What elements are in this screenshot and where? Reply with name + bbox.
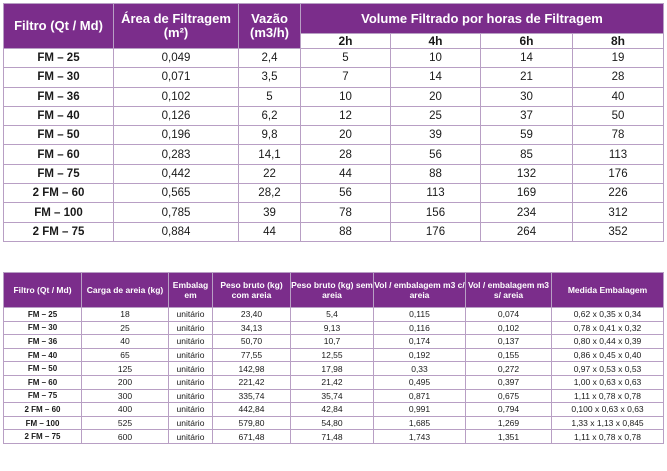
cell-vol-sem: 0,272 <box>466 362 552 376</box>
cell-vol-com: 0,116 <box>374 321 466 335</box>
cell-emb: unitário <box>169 348 213 362</box>
cell-peso-sem: 35,74 <box>291 389 374 403</box>
cell-vazao: 14,1 <box>239 145 301 164</box>
cell-h6: 59 <box>481 126 573 145</box>
cell-vazao: 22 <box>239 164 301 183</box>
cell-filtro: FM – 40 <box>4 106 114 125</box>
table-row <box>4 222 664 241</box>
cell-h8: 176 <box>573 164 664 183</box>
cell-vol-com: 0,192 <box>374 348 466 362</box>
cell-vol-sem: 0,794 <box>466 403 552 417</box>
packaging-table <box>3 272 664 444</box>
cell-h6: 30 <box>481 87 573 106</box>
cell-vol-com: 1,743 <box>374 430 466 444</box>
cell-filtro: FM – 25 <box>4 49 114 68</box>
cell-h6: 234 <box>481 203 573 222</box>
cell-vazao: 44 <box>239 222 301 241</box>
cell-filtro: FM – 100 <box>4 203 114 222</box>
cell-filtro: FM – 100 <box>4 416 82 430</box>
cell-h8: 40 <box>573 87 664 106</box>
cell-h2: 28 <box>301 145 391 164</box>
table-row <box>4 126 664 145</box>
cell-filtro: FM – 60 <box>4 145 114 164</box>
cell-area: 0,049 <box>114 49 239 68</box>
header-embalagem: Embalag em <box>169 273 213 308</box>
cell-emb: unitário <box>169 362 213 376</box>
cell-vol-sem: 1,351 <box>466 430 552 444</box>
table-row <box>4 321 664 335</box>
cell-emb: unitário <box>169 403 213 417</box>
cell-h2: 12 <box>301 106 391 125</box>
cell-carga: 18 <box>82 308 169 322</box>
cell-filtro: 2 FM – 75 <box>4 430 82 444</box>
cell-peso-sem: 9,13 <box>291 321 374 335</box>
table-row <box>4 362 664 376</box>
cell-filtro: 2 FM – 75 <box>4 222 114 241</box>
header-hour: 8h <box>573 34 664 49</box>
header-peso-com: Peso bruto (kg) com areia <box>213 273 291 308</box>
table-row <box>4 348 664 362</box>
table-row <box>4 416 664 430</box>
cell-emb: unitário <box>169 375 213 389</box>
cell-carga: 600 <box>82 430 169 444</box>
cell-h4: 14 <box>391 68 481 87</box>
table-row <box>4 106 664 125</box>
cell-peso-sem: 17,98 <box>291 362 374 376</box>
cell-h8: 28 <box>573 68 664 87</box>
cell-carga: 400 <box>82 403 169 417</box>
cell-vol-sem: 0,137 <box>466 335 552 349</box>
cell-h2: 44 <box>301 164 391 183</box>
cell-vol-com: 0,871 <box>374 389 466 403</box>
cell-medida: 1,33 x 1,13 x 0,845 <box>552 416 664 430</box>
cell-h4: 88 <box>391 164 481 183</box>
cell-peso-com: 142,98 <box>213 362 291 376</box>
cell-peso-sem: 10,7 <box>291 335 374 349</box>
table-row <box>4 308 664 322</box>
cell-filtro: 2 FM – 60 <box>4 184 114 203</box>
table-row <box>4 184 664 203</box>
table-row <box>4 389 664 403</box>
cell-carga: 65 <box>82 348 169 362</box>
cell-filtro: FM – 36 <box>4 335 82 349</box>
cell-peso-com: 50,70 <box>213 335 291 349</box>
header-peso-sem: Peso bruto (kg) sem areia <box>291 273 374 308</box>
header-hour: 2h <box>301 34 391 49</box>
cell-area: 0,071 <box>114 68 239 87</box>
cell-vazao: 3,5 <box>239 68 301 87</box>
cell-medida: 1,00 x 0,63 x 0,63 <box>552 375 664 389</box>
cell-vol-com: 0,174 <box>374 335 466 349</box>
cell-peso-sem: 71,48 <box>291 430 374 444</box>
cell-area: 0,442 <box>114 164 239 183</box>
cell-peso-sem: 42,84 <box>291 403 374 417</box>
cell-vol-com: 0,495 <box>374 375 466 389</box>
filtration-volume-table <box>3 3 664 242</box>
cell-peso-com: 34,13 <box>213 321 291 335</box>
cell-vazao: 5 <box>239 87 301 106</box>
cell-h4: 156 <box>391 203 481 222</box>
cell-filtro: FM – 30 <box>4 68 114 87</box>
cell-vol-sem: 0,155 <box>466 348 552 362</box>
cell-h4: 176 <box>391 222 481 241</box>
table-row <box>4 49 664 68</box>
header-vol-com: Vol / embalagem m3 c/ areia <box>374 273 466 308</box>
cell-filtro: 2 FM – 60 <box>4 403 82 417</box>
cell-peso-com: 221,42 <box>213 375 291 389</box>
cell-vol-com: 0,33 <box>374 362 466 376</box>
cell-emb: unitário <box>169 335 213 349</box>
cell-h4: 39 <box>391 126 481 145</box>
cell-medida: 0,78 x 0,41 x 0,32 <box>552 321 664 335</box>
cell-carga: 300 <box>82 389 169 403</box>
header-vol-sem: Vol / embalagem m3 s/ areia <box>466 273 552 308</box>
cell-area: 0,196 <box>114 126 239 145</box>
cell-area: 0,565 <box>114 184 239 203</box>
cell-peso-com: 23,40 <box>213 308 291 322</box>
header-hour: 4h <box>391 34 481 49</box>
table-row <box>4 375 664 389</box>
cell-vol-sem: 0,074 <box>466 308 552 322</box>
cell-peso-com: 671,48 <box>213 430 291 444</box>
table-row <box>4 145 664 164</box>
cell-filtro: FM – 50 <box>4 362 82 376</box>
cell-h2: 10 <box>301 87 391 106</box>
cell-filtro: FM – 75 <box>4 164 114 183</box>
cell-h8: 113 <box>573 145 664 164</box>
table-row <box>4 164 664 183</box>
table-row <box>4 68 664 87</box>
cell-filtro: FM – 60 <box>4 375 82 389</box>
cell-peso-sem: 12,55 <box>291 348 374 362</box>
cell-emb: unitário <box>169 321 213 335</box>
cell-peso-com: 77,55 <box>213 348 291 362</box>
cell-carga: 40 <box>82 335 169 349</box>
cell-h2: 5 <box>301 49 391 68</box>
table-row <box>4 87 664 106</box>
cell-carga: 525 <box>82 416 169 430</box>
cell-vol-com: 0,115 <box>374 308 466 322</box>
cell-vol-sem: 0,675 <box>466 389 552 403</box>
cell-vol-sem: 0,102 <box>466 321 552 335</box>
cell-medida: 0,80 x 0,44 x 0,39 <box>552 335 664 349</box>
cell-peso-com: 579,80 <box>213 416 291 430</box>
cell-carga: 200 <box>82 375 169 389</box>
cell-h6: 169 <box>481 184 573 203</box>
cell-h8: 312 <box>573 203 664 222</box>
cell-filtro: FM – 30 <box>4 321 82 335</box>
cell-h2: 7 <box>301 68 391 87</box>
cell-medida: 0,97 x 0,53 x 0,53 <box>552 362 664 376</box>
cell-filtro: FM – 36 <box>4 87 114 106</box>
header-hour: 6h <box>481 34 573 49</box>
cell-emb: unitário <box>169 430 213 444</box>
cell-h6: 85 <box>481 145 573 164</box>
cell-emb: unitário <box>169 308 213 322</box>
cell-peso-sem: 5,4 <box>291 308 374 322</box>
cell-area: 0,785 <box>114 203 239 222</box>
cell-area: 0,102 <box>114 87 239 106</box>
cell-carga: 125 <box>82 362 169 376</box>
table-row <box>4 203 664 222</box>
cell-h2: 78 <box>301 203 391 222</box>
cell-peso-sem: 21,42 <box>291 375 374 389</box>
cell-vol-sem: 1,269 <box>466 416 552 430</box>
cell-h8: 352 <box>573 222 664 241</box>
cell-peso-sem: 54,80 <box>291 416 374 430</box>
header-vazao: Vazão (m3/h) <box>239 4 301 49</box>
cell-area: 0,283 <box>114 145 239 164</box>
table-row <box>4 430 664 444</box>
cell-h4: 10 <box>391 49 481 68</box>
cell-h2: 88 <box>301 222 391 241</box>
table-row <box>4 335 664 349</box>
header-volume: Volume Filtrado por horas de Filtragem <box>301 4 664 34</box>
cell-vol-sem: 0,397 <box>466 375 552 389</box>
cell-h2: 56 <box>301 184 391 203</box>
cell-h8: 50 <box>573 106 664 125</box>
cell-filtro: FM – 50 <box>4 126 114 145</box>
cell-emb: unitário <box>169 389 213 403</box>
cell-vol-com: 0,991 <box>374 403 466 417</box>
cell-carga: 25 <box>82 321 169 335</box>
cell-area: 0,126 <box>114 106 239 125</box>
cell-h6: 264 <box>481 222 573 241</box>
cell-h8: 226 <box>573 184 664 203</box>
cell-vol-com: 1,685 <box>374 416 466 430</box>
cell-filtro: FM – 40 <box>4 348 82 362</box>
cell-peso-com: 335,74 <box>213 389 291 403</box>
header-area: Área de Filtragem (m²) <box>114 4 239 49</box>
cell-h2: 20 <box>301 126 391 145</box>
cell-vazao: 28,2 <box>239 184 301 203</box>
cell-h4: 56 <box>391 145 481 164</box>
cell-emb: unitário <box>169 416 213 430</box>
cell-h8: 78 <box>573 126 664 145</box>
table-row <box>4 403 664 417</box>
cell-h4: 25 <box>391 106 481 125</box>
cell-vazao: 9,8 <box>239 126 301 145</box>
cell-medida: 0,62 x 0,35 x 0,34 <box>552 308 664 322</box>
cell-area: 0,884 <box>114 222 239 241</box>
cell-h4: 113 <box>391 184 481 203</box>
header-carga: Carga de areia (kg) <box>82 273 169 308</box>
cell-vazao: 2,4 <box>239 49 301 68</box>
cell-medida: 0,86 x 0,45 x 0,40 <box>552 348 664 362</box>
cell-vazao: 39 <box>239 203 301 222</box>
cell-h8: 19 <box>573 49 664 68</box>
cell-h6: 37 <box>481 106 573 125</box>
cell-peso-com: 442,84 <box>213 403 291 417</box>
cell-vazao: 6,2 <box>239 106 301 125</box>
header-medida: Medida Embalagem <box>552 273 664 308</box>
cell-h4: 20 <box>391 87 481 106</box>
cell-h6: 21 <box>481 68 573 87</box>
cell-medida: 1,11 x 0,78 x 0,78 <box>552 430 664 444</box>
cell-filtro: FM – 75 <box>4 389 82 403</box>
cell-medida: 0,100 x 0,63 x 0,63 <box>552 403 664 417</box>
cell-h6: 132 <box>481 164 573 183</box>
header-filtro: Filtro (Qt / Md) <box>4 273 82 308</box>
cell-h6: 14 <box>481 49 573 68</box>
header-filtro: Filtro (Qt / Md) <box>4 4 114 49</box>
cell-filtro: FM – 25 <box>4 308 82 322</box>
cell-medida: 1,11 x 0,78 x 0,78 <box>552 389 664 403</box>
